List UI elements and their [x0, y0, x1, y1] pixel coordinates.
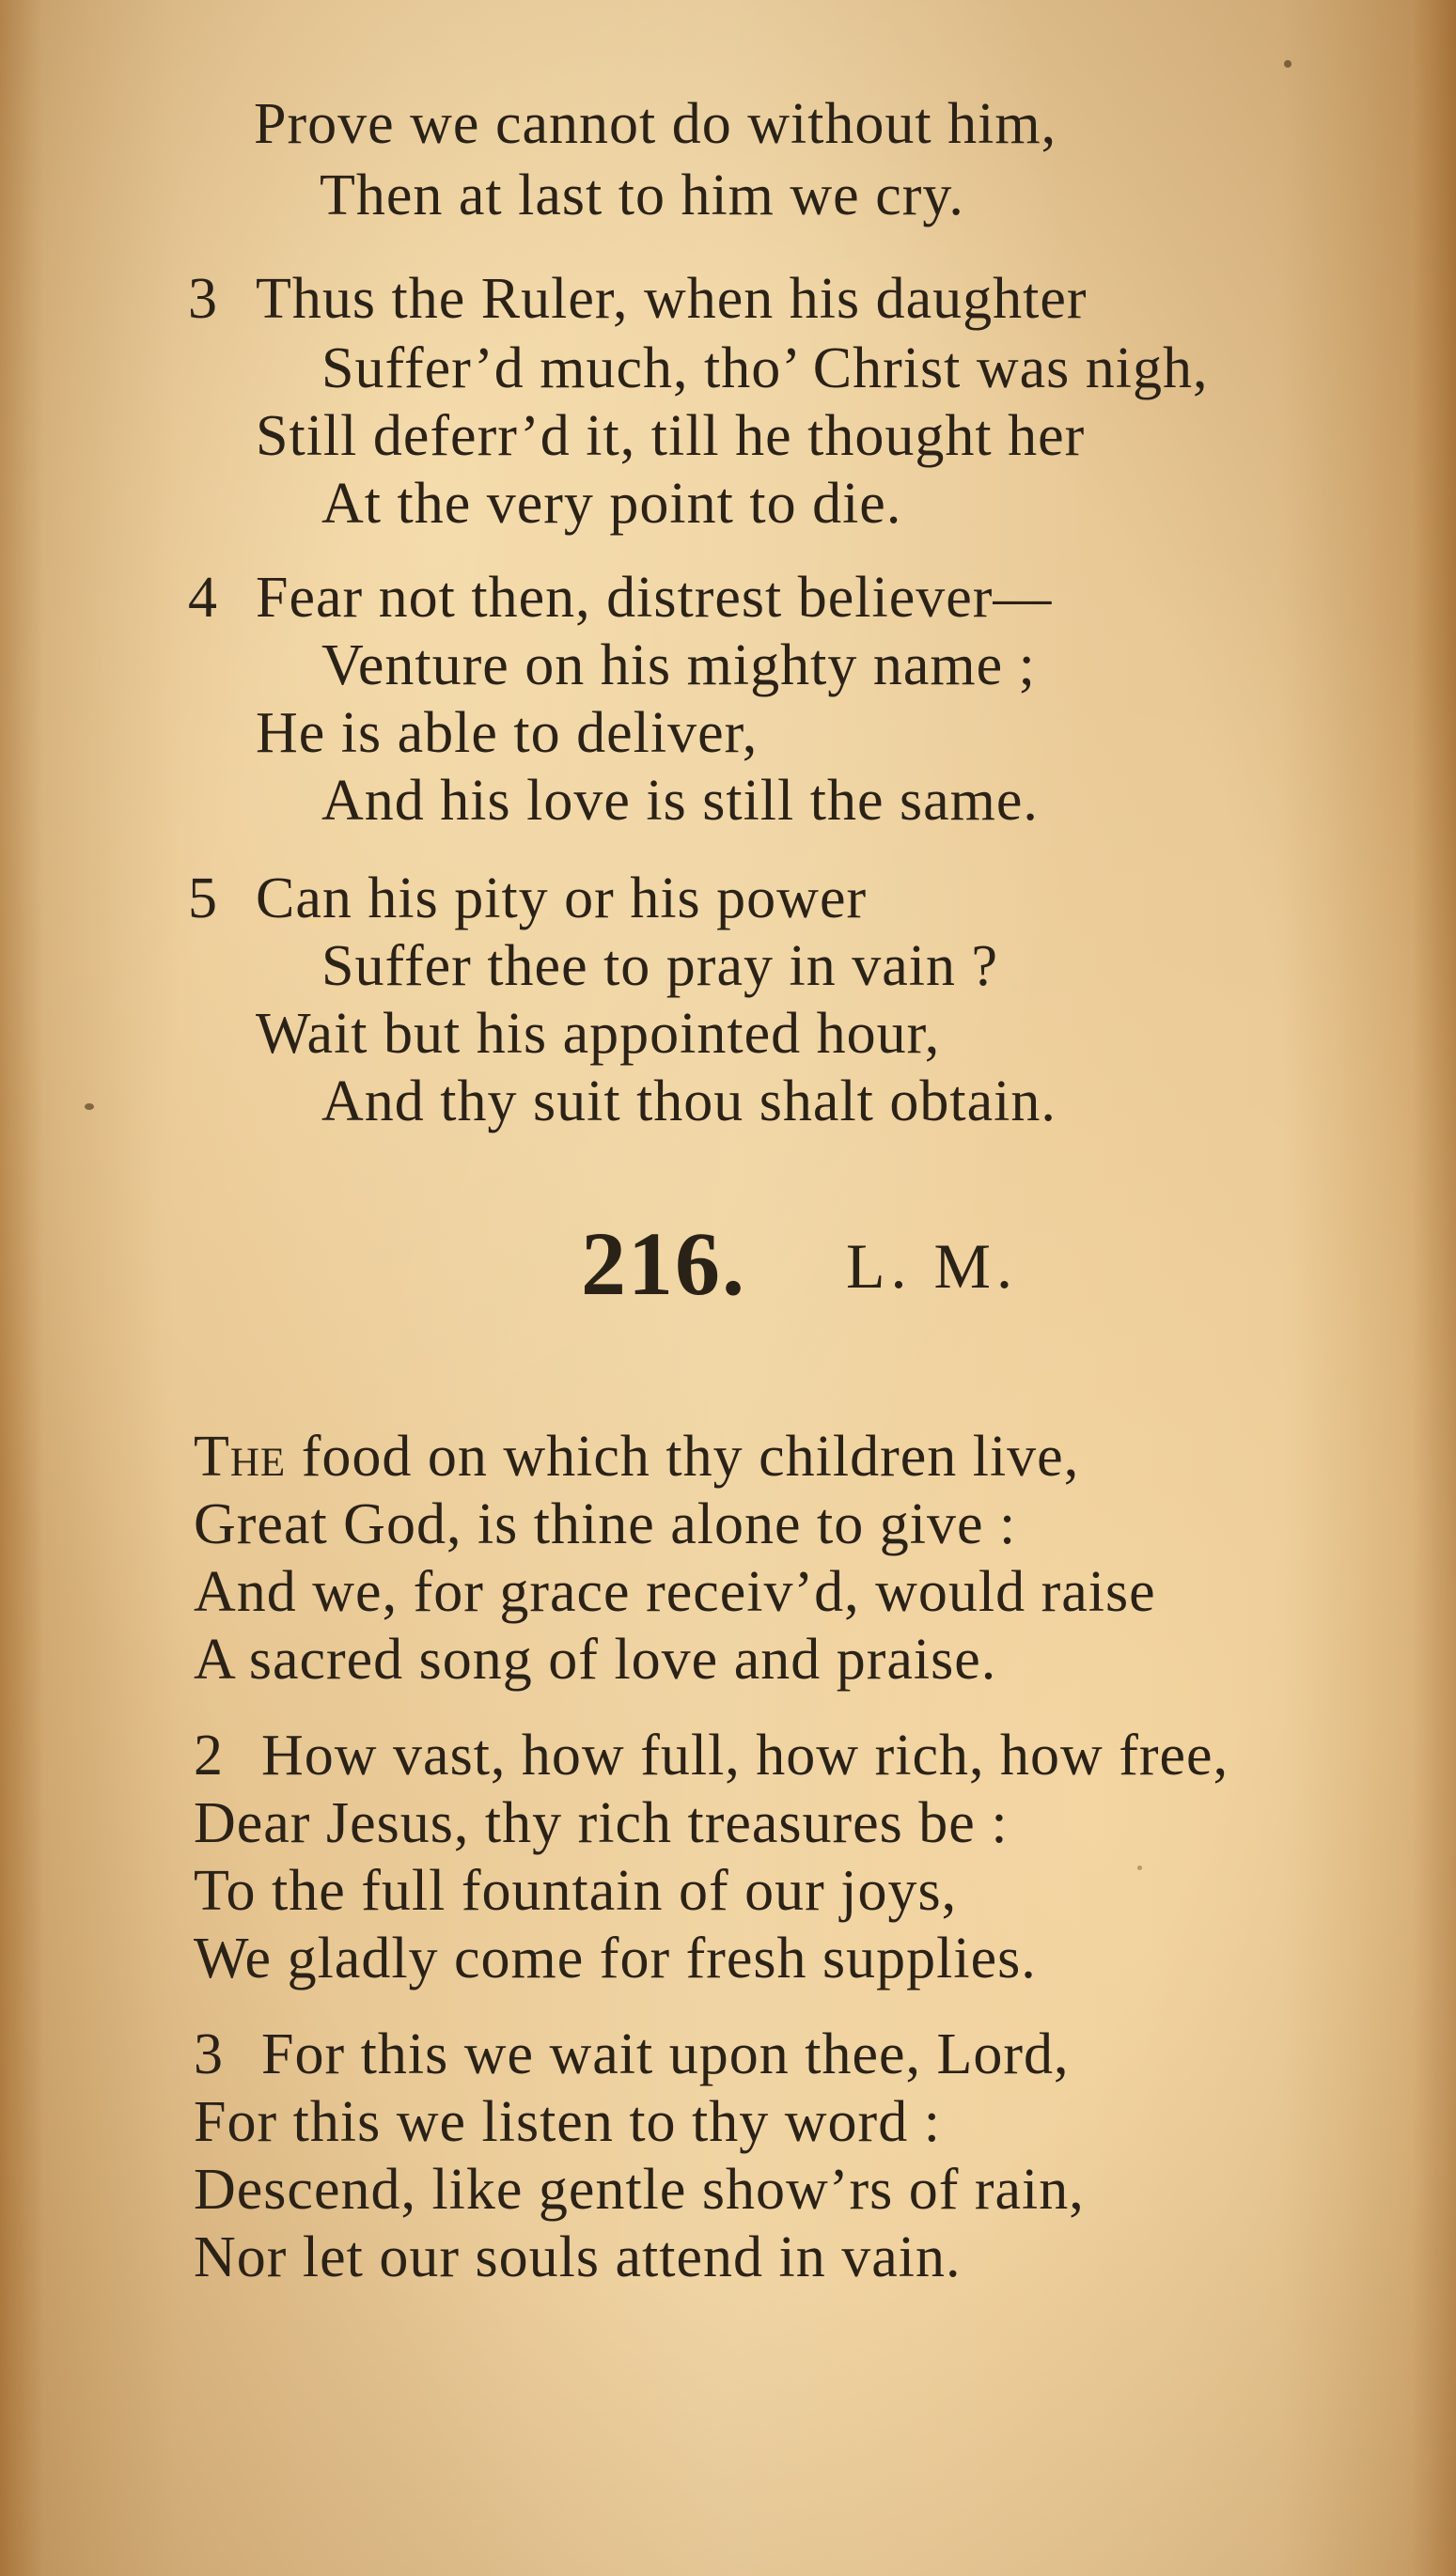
verse-line: A sacred song of love and praise.	[194, 1628, 997, 1692]
verse-line: Venture on his mighty name ;	[321, 633, 1036, 697]
first-line-rest: food on which thy children live,	[286, 1425, 1080, 1489]
verse-line: Prove we cannot do without him,	[254, 92, 1057, 156]
hymn-meter: L. M.	[846, 1230, 1018, 1302]
verse-line	[194, 1423, 1079, 1491]
verse-line: Can his pity or his power	[256, 866, 868, 930]
stanza-number: 5	[188, 866, 217, 930]
paper-speck	[85, 1103, 94, 1110]
verse-line: Great God, is thine alone to give :	[194, 1492, 1017, 1556]
verse-line: Wait but his appointed hour,	[256, 1002, 941, 1066]
verse-line: Suffer thee to pray in vain ?	[321, 934, 998, 998]
verse-line: And thy suit thou shalt obtain.	[321, 1069, 1057, 1133]
stanza-number: 3	[188, 267, 217, 331]
verse-line: How vast, how full, how rich, how free,	[261, 1724, 1229, 1788]
verse-line: Thus the Ruler, when his daughter	[256, 267, 1088, 331]
first-word: The	[194, 1425, 287, 1489]
verse-line: Dear Jesus, thy rich treasures be :	[194, 1791, 1009, 1855]
stanza-number: 2	[194, 1724, 223, 1788]
verse-line: And we, for grace receiv’d, would raise	[194, 1560, 1156, 1624]
verse-line: Descend, like gentle show’rs of rain,	[194, 2158, 1085, 2222]
verse-line: He is able to deliver,	[256, 701, 759, 765]
paper-speck	[1284, 60, 1292, 68]
stanza-number: 3	[194, 2022, 223, 2086]
hymn-number: 216.	[581, 1213, 746, 1314]
verse-line: Still deferr’d it, till he thought her	[256, 404, 1086, 468]
verse-line: At the very point to die.	[321, 472, 902, 536]
verse-line: Nor let our souls attend in vain.	[194, 2225, 962, 2289]
paper-speck	[1137, 1866, 1142, 1870]
verse-line: Then at last to him we cry.	[320, 164, 964, 227]
verse-line: We gladly come for fresh supplies.	[194, 1927, 1037, 1991]
verse-line: And his love is still the same.	[321, 769, 1039, 833]
stanza-number: 4	[188, 566, 217, 630]
verse-line: Suffer’d much, tho’ Christ was nigh,	[321, 336, 1209, 400]
verse-line: For this we wait upon thee, Lord,	[261, 2022, 1070, 2086]
verse-line: For this we listen to thy word :	[194, 2090, 941, 2154]
verse-line: To the full fountain of our joys,	[194, 1859, 958, 1923]
verse-line: Fear not then, distrest believer—	[256, 566, 1053, 630]
